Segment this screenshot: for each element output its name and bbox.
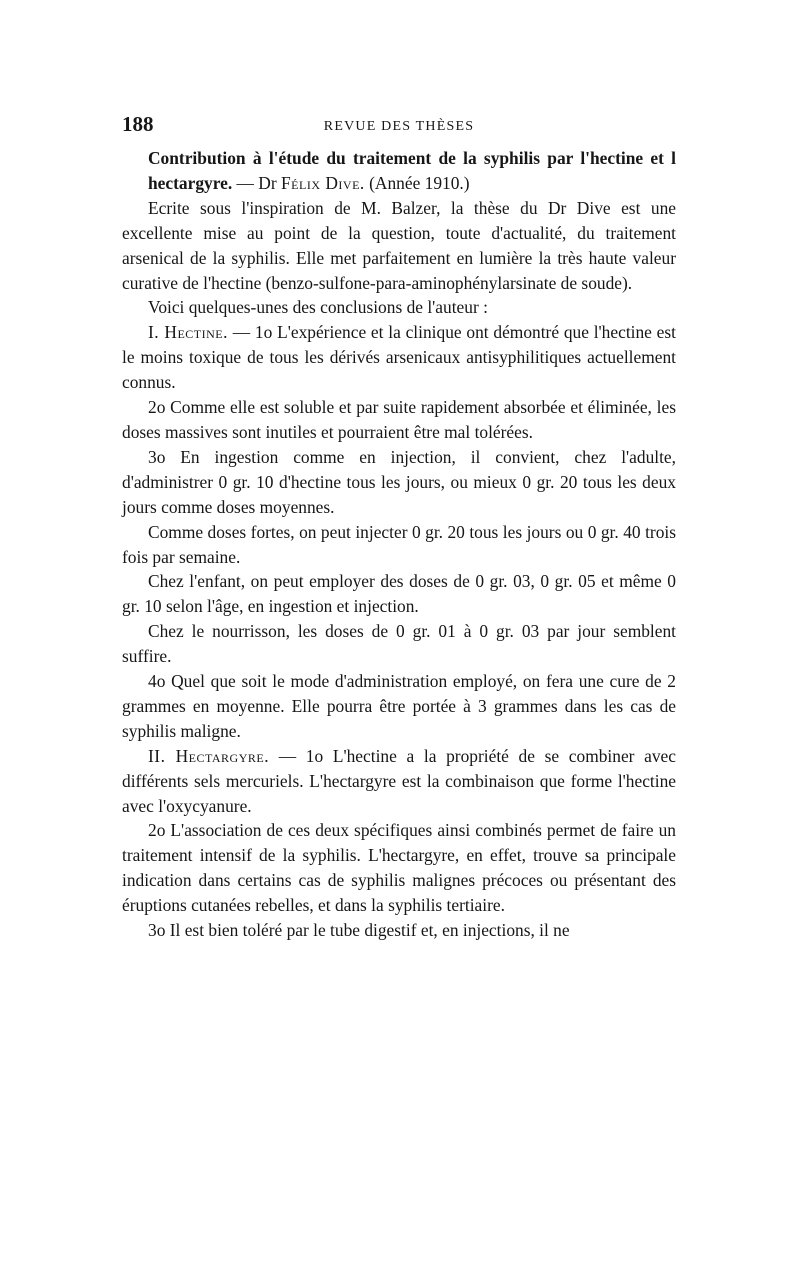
section-heading-hectargyre: II. Hectargyre. — [148, 745, 270, 766]
page-header — [122, 112, 676, 146]
paragraph-hectargyre-3: 3o Il est bien toléré par le tube digestif et, en injections, il ne — [148, 920, 570, 941]
author-name: Félix Dive. — [281, 172, 365, 193]
paragraph-infant-doses: Chez le nourrisson, les doses de 0 gr. 01 à 0 gr. 03 par jour semblent suffire. — [122, 621, 676, 667]
paragraph-hectine-4: 4o Quel que soit le mode d'administration employé, on fera une cure de 2 grammes en moyenne. Elle pourra être portée à 3 grammes dans les cas de syphilis maligne. — [122, 671, 676, 741]
running-head: REVUE DES THÈSES — [323, 119, 475, 134]
page-number: 188 — [122, 112, 154, 136]
book-page — [122, 112, 676, 943]
paragraph-hectargyre-2: 2o L'association de ces deux spécifiques ainsi combinés permet de faire un traitement intensif de la syphilis. L'hectargyre, en effet, trouve sa principale indication dans certains cas de syphilis malignes précoces ou présentant des éruptions cutanées rebelles, et dans la syphilis tertiaire. — [122, 820, 676, 916]
section-heading-hectine: I. Hectine. — [148, 322, 228, 343]
thesis-year: (Année 1910.) — [369, 172, 470, 193]
paragraph-hectargyre-1 — [122, 744, 676, 819]
paragraph-conclusions-lead: Voici quelques-unes des conclusions de l'auteur : — [148, 297, 488, 318]
paragraph-hectine-1-text: — 1o L'expérience et la clinique ont démontré que l'hectine est le moins toxique de tous les dérivés arsenicaux antisyphilitiques actuellement connus. — [122, 322, 676, 393]
article-title: Contribution à l'étude du traitement de la syphilis par l'hectine et l hectargyre. — [148, 148, 676, 193]
article-citation — [122, 146, 676, 196]
author-prefix: — Dr — [236, 172, 277, 193]
paragraph-strong-doses: Comme doses fortes, on peut injecter 0 gr. 20 tous les jours ou 0 gr. 40 trois fois par semaine. — [122, 521, 676, 567]
paragraph-intro: Ecrite sous l'inspiration de M. Balzer, la thèse du Dr Dive est une excellente mise au point de la question, toute d'actualité, du traitement arsenical de la syphilis. Elle met parfaitement en lumière la très haute valeur curative de l'hectine (benzo-sulfone-para-aminophénylarsinate de soude). — [122, 197, 676, 293]
paragraph-hectargyre-1-text: — 1o L'hectine a la propriété de se combiner avec différents sels mercuriels. L'hectargyre est la combinaison que forme l'hectine avec l'oxycyanure. — [122, 745, 676, 816]
paragraph-hectine-1 — [122, 320, 676, 395]
paragraph-hectine-2: 2o Comme elle est soluble et par suite rapidement absorbée et éliminée, les doses massives sont inutiles et pourraient être mal tolérées. — [122, 397, 676, 442]
paragraph-child-doses: Chez l'enfant, on peut employer des doses de 0 gr. 03, 0 gr. 05 et même 0 gr. 10 selon l'âge, en ingestion et injection. — [122, 571, 676, 617]
paragraph-hectine-3: 3o En ingestion comme en injection, il convient, chez l'adulte, d'administrer 0 gr. 10 d'hectine tous les jours, ou mieux 0 gr. 20 tous les deux jours comme doses moyennes. — [122, 446, 676, 517]
